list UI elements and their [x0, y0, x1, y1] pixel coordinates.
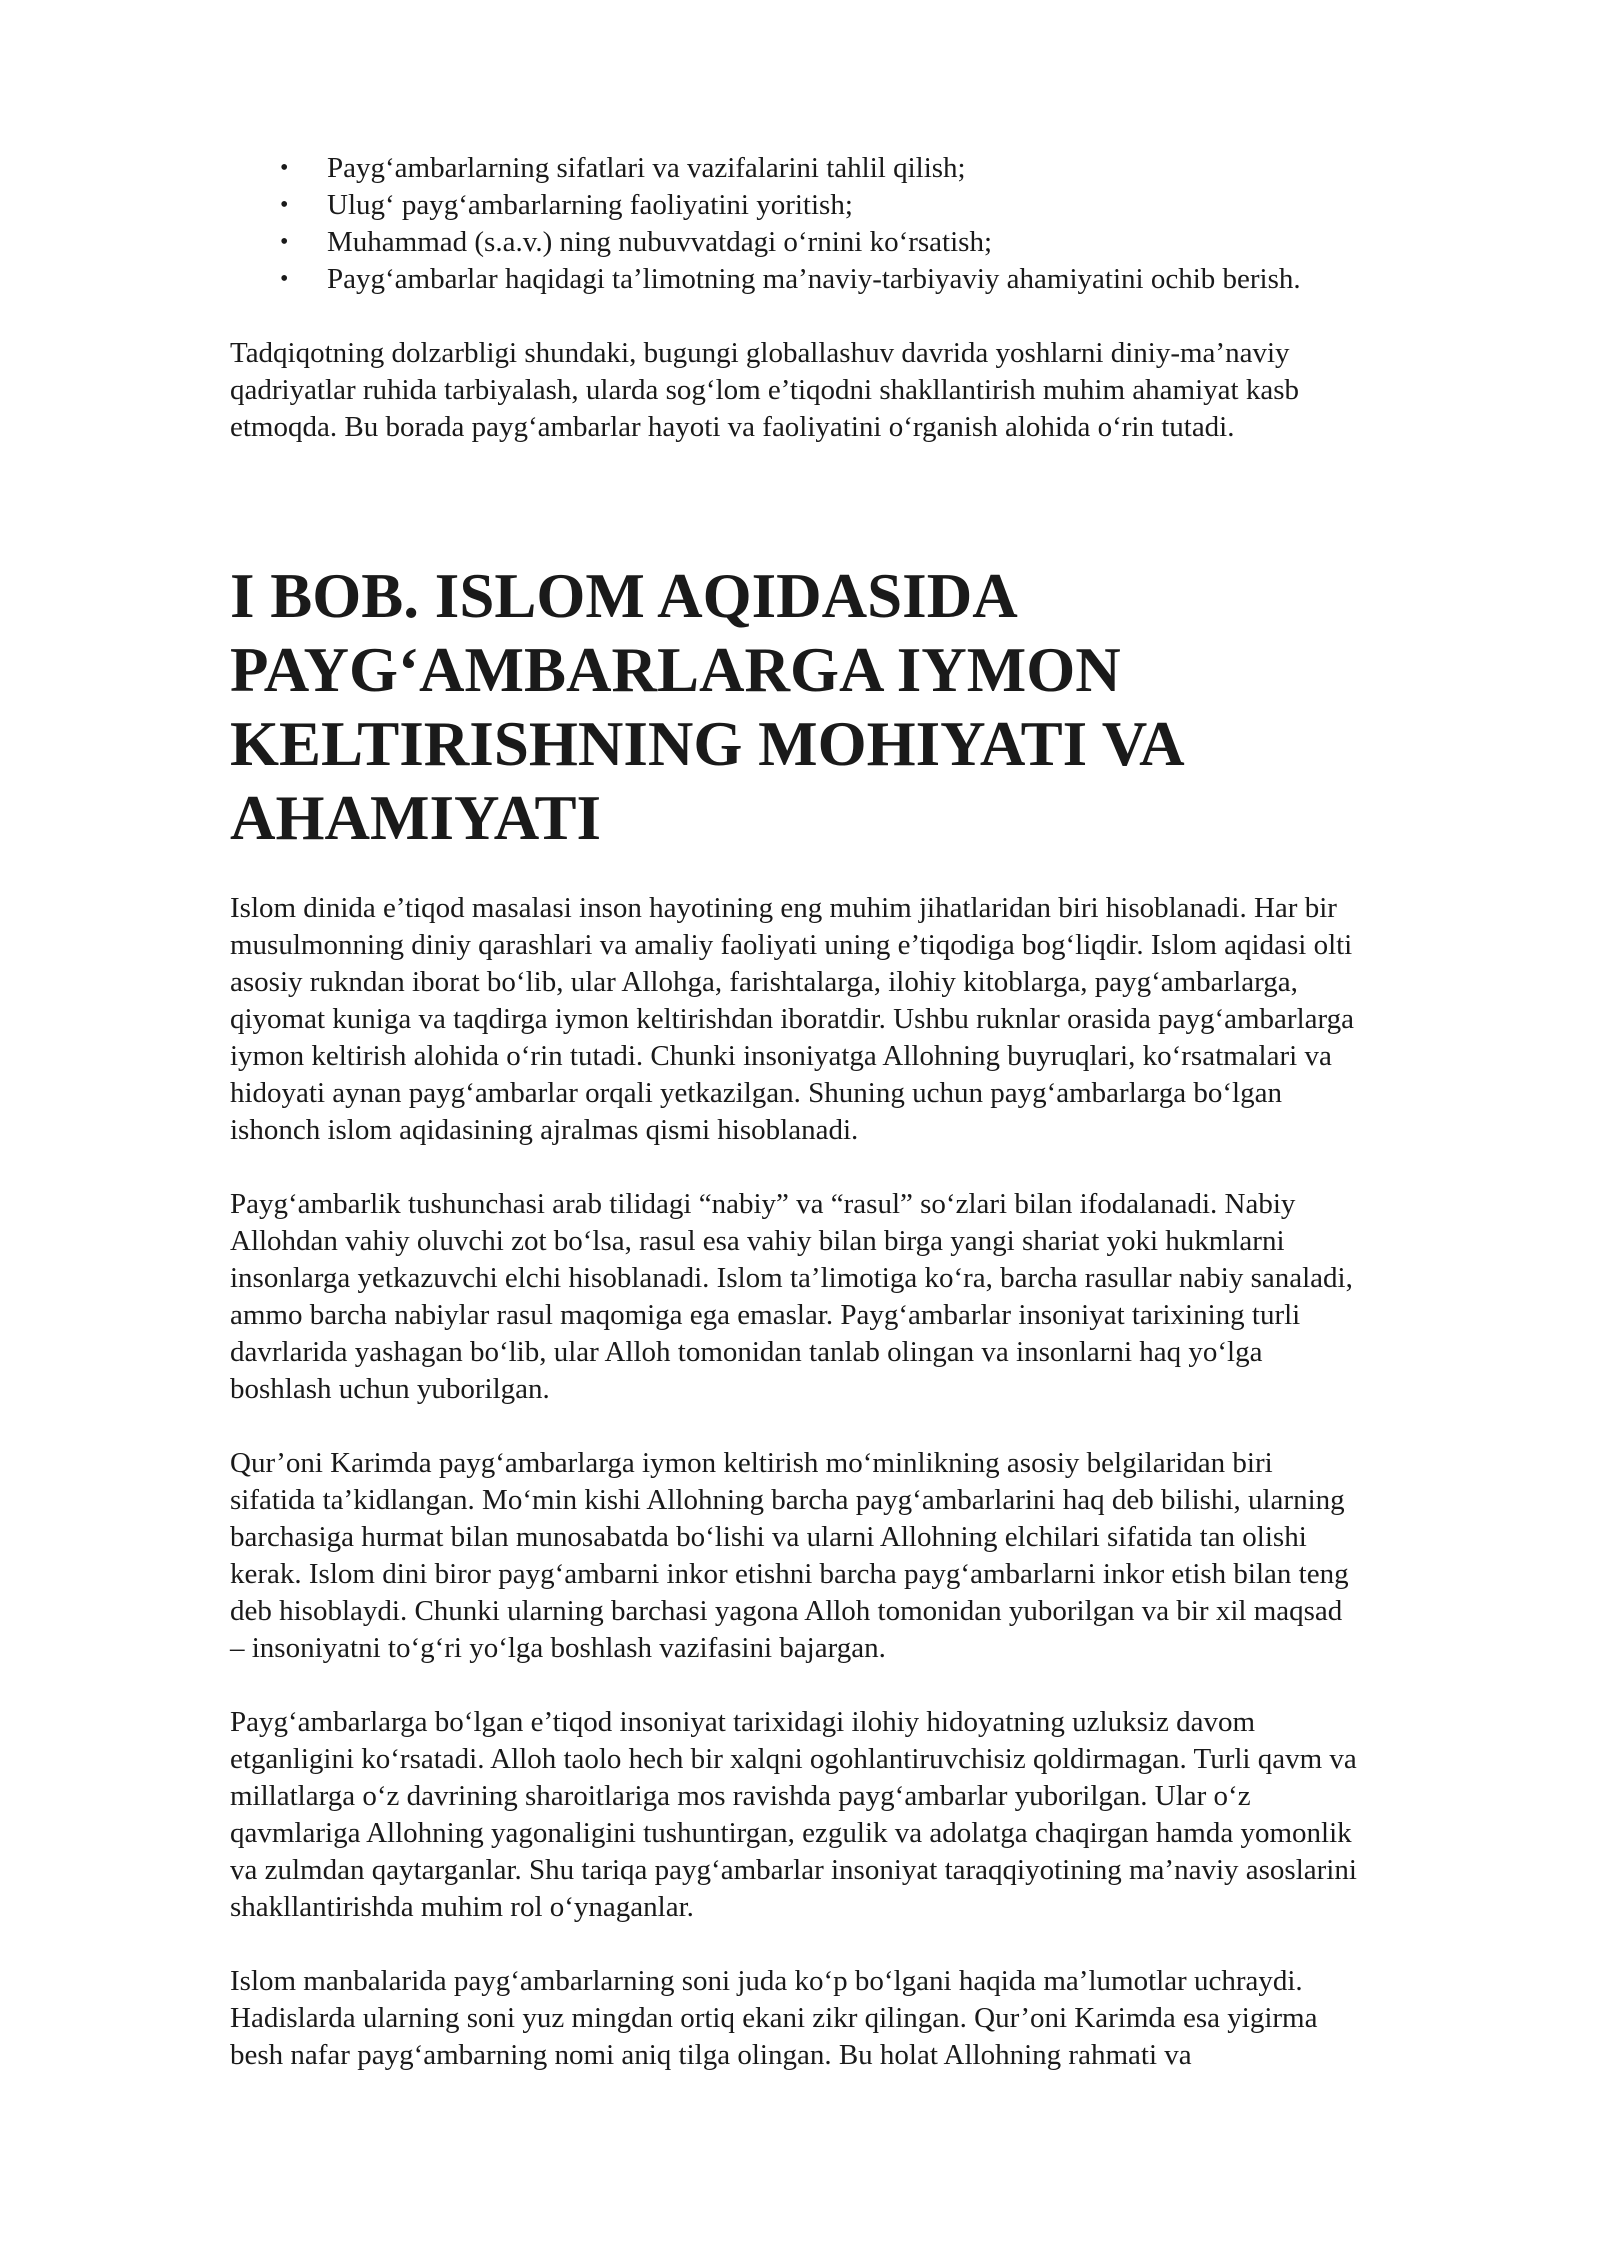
bullet-icon: • — [280, 192, 289, 218]
chapter-heading: I BOB. ISLOM AQIDASIDA PAYG‘AMBARLARGA IYMON KELTIRISHNING MOHIYATI VA AHAMIYATI — [230, 561, 1185, 853]
document-page — [230, 150, 1510, 2074]
list-item: • Ulug‘ payg‘ambarlarning faoliyatini yoritish; — [327, 187, 1510, 224]
body-paragraph: Islom dinida e’tiqod masalasi inson hayotining eng muhim jihatlaridan biri hisoblanadi. Har bir musulmonning diniy qarashlari va amaliy faoliyati uning e’tiqodiga bog‘liqdir. Islom aqidasi olti asosiy rukndan iborat bo‘lib, ular Allohga, farishtalarga, ilohiy kitoblarga, payg‘ambarlarga, qiyomat kuniga va taqdirga iymon keltirishdan iboratdir. Ushbu ruknlar orasida payg‘ambarlarga iymon keltirish alohida o‘rin tutadi. Chunki insoniyatga Allohning buyruqlari, ko‘rsatmalari va hidoyati aynan payg‘ambarlar orqali yetkazilgan. Shuning uchun payg‘ambarlarga bo‘lgan ishonch islom aqidasining ajralmas qismi hisoblanadi. — [230, 892, 1355, 1146]
list-item: • Payg‘ambarlarning sifatlari va vazifalarini tahlil qilish; — [327, 150, 1510, 187]
bullet-icon: • — [280, 155, 289, 181]
body-paragraph: Payg‘ambarlik tushunchasi arab tilidagi “nabiy” va “rasul” so‘zlari bilan ifodalanadi. Nabiy Allohdan vahiy oluvchi zot bo‘lsa, rasul esa vahiy bilan birga yangi shariat yoki hukmlarni insonlarga yetkazuvchi elchi hisoblanadi. Islom ta’limotiga ko‘ra, barcha rasullar nabiy sanaladi, ammo barcha nabiylar rasul maqomiga ega emaslar. Payg‘ambarlar insoniyat tarixining turli davrlarida yashagan bo‘lib, ular Alloh tomonidan tanlab olingan va insonlarni haq yo‘lga boshlash uchun yuborilgan. — [230, 1188, 1353, 1405]
bullet-icon: • — [280, 229, 289, 255]
objectives-list — [230, 150, 1510, 298]
list-item: • Muhammad (s.a.v.) ning nubuvvatdagi o‘rnini ko‘rsatish; — [327, 224, 1510, 261]
body-paragraph: Islom manbalarida payg‘ambarlarning soni juda ko‘p bo‘lgani haqida ma’lumotlar uchraydi. Hadislarda ularning soni yuz mingdan ortiq ekani zikr qilingan. Qur’oni Karimda esa yigirma besh nafar payg‘ambarning nomi aniq tilga olingan. Bu holat Allohning rahmati va — [230, 1965, 1318, 2071]
bullet-icon: • — [280, 266, 289, 292]
list-item: • Payg‘ambarlar haqidagi ta’limotning ma’naviy-tarbiyaviy ahamiyatini ochib berish. — [327, 261, 1510, 298]
intro-paragraph: Tadqiqotning dolzarbligi shundaki, bugungi globallashuv davrida yoshlarni diniy-ma’naviy qadriyatlar ruhida tarbiyalash, ularda sog‘lom e’tiqodni shakllantirish muhim ahamiyat kasb etmoqda. Bu borada payg‘ambarlar hayoti va faoliyatini o‘rganish alohida o‘rin tutadi. — [230, 337, 1299, 443]
body-paragraph: Qur’oni Karimda payg‘ambarlarga iymon keltirish mo‘minlikning asosiy belgilaridan biri sifatida ta’kidlangan. Mo‘min kishi Allohning barcha payg‘ambarlarini haq deb bilishi, ularning barchasiga hurmat bilan munosabatda bo‘lishi va ularni Allohning elchilari sifatida tan olishi kerak. Islom dini biror payg‘ambarni inkor etishni barcha payg‘ambarlarni inkor etish bilan teng deb hisoblaydi. Chunki ularning barchasi yagona Alloh tomonidan yuborilgan va bir xil maqsad – insoniyatni to‘g‘ri yo‘lga boshlash vazifasini bajargan. — [230, 1447, 1349, 1664]
body-paragraph: Payg‘ambarlarga bo‘lgan e’tiqod insoniyat tarixidagi ilohiy hidoyatning uzluksiz davom etganligini ko‘rsatadi. Alloh taolo hech bir xalqni ogohlantiruvchisiz qoldirmagan. Turli qavm va millatlarga o‘z davrining sharoitlariga mos ravishda payg‘ambarlar yuborilgan. Ular o‘z qavmlariga Allohning yagonaligini tushuntirgan, ezgulik va adolatga chaqirgan hamda yomonlik va zulmdan qaytarganlar. Shu tariqa payg‘ambarlar insoniyat taraqqiyotining ma’naviy asoslarini shakllantirishda muhim rol o‘ynaganlar. — [230, 1706, 1357, 1923]
